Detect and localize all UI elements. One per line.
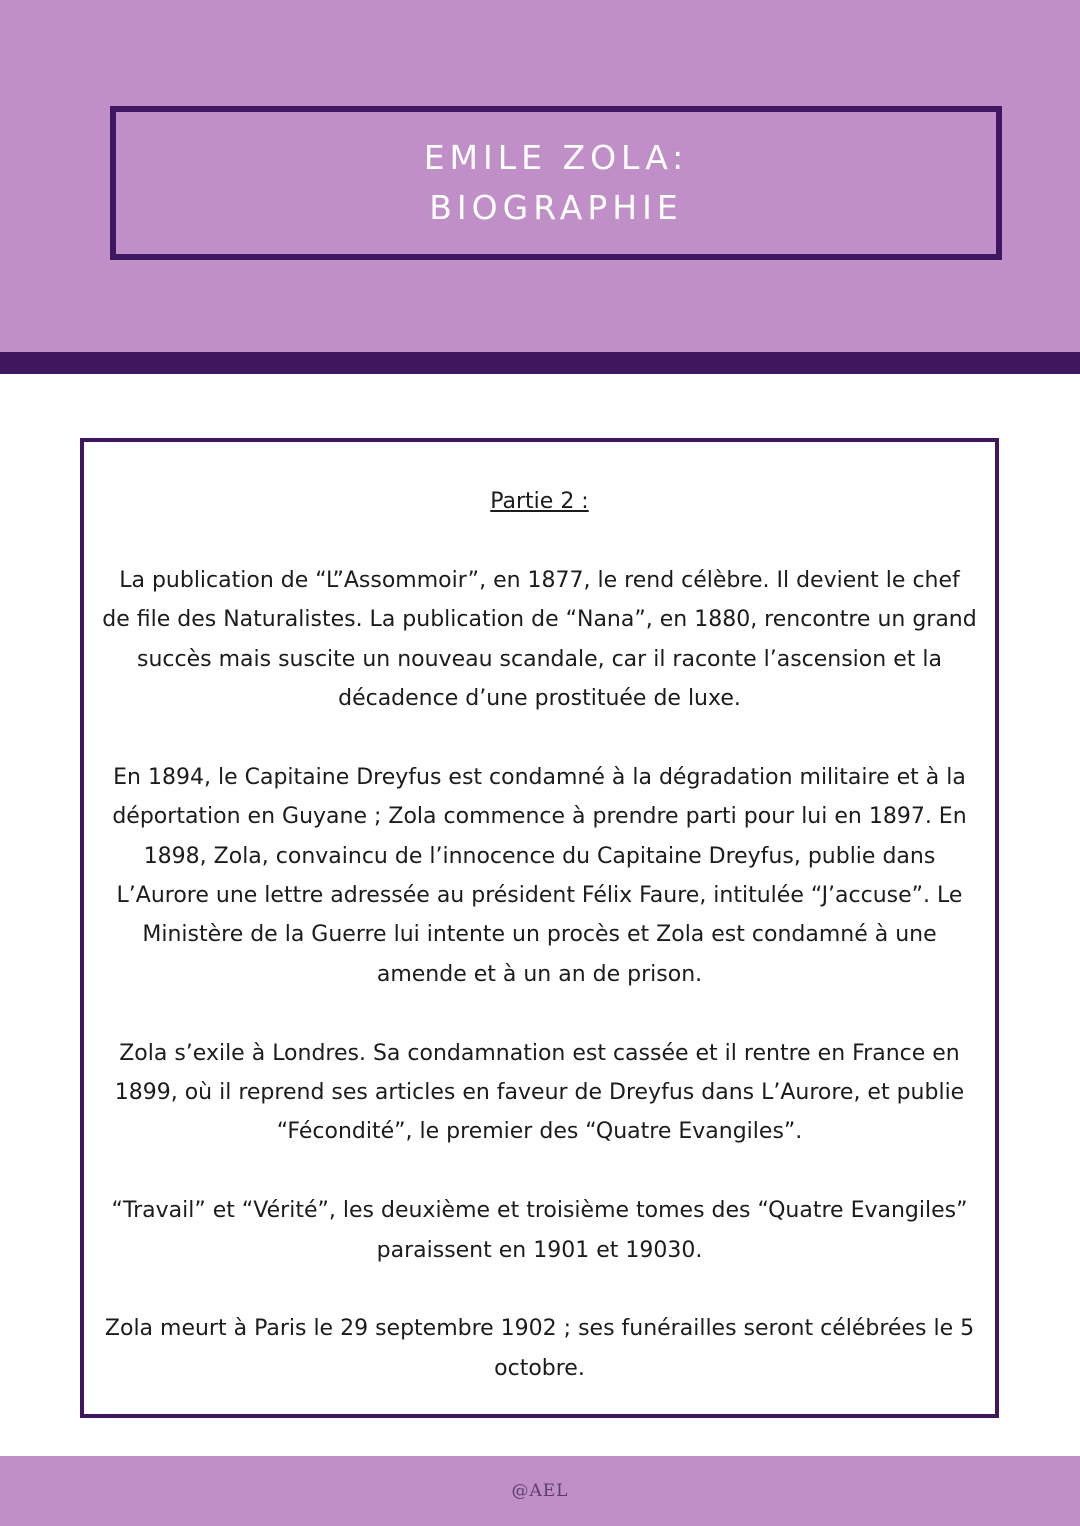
footer-credit: @AEL xyxy=(511,1481,569,1501)
header-divider-bar xyxy=(0,352,1080,374)
paragraph-death: Zola meurt à Paris le 29 septembre 1902 ; ses funérailles seront célébrées le 5 octobre. xyxy=(104,1316,975,1381)
content-box xyxy=(80,438,999,1418)
title-box xyxy=(110,106,1002,260)
section-heading: Partie 2 : xyxy=(490,489,589,514)
paragraph-dreyfus: En 1894, le Capitaine Dreyfus est condamné à la dégradation militaire et à la déportation en Guyane ; Zola commence à prendre parti pour lui en 1897. En 1898, Zola, convaincu de l’innocence du Capitaine Dreyfus, publie dans L’Aurore une lettre adressée au président Félix Faure, intitulée “J’accuse”. Le Ministère de la Guerre lui intente un procès et Zola est condamné à une amende et à un an de prison. xyxy=(112,764,967,987)
footer-banner xyxy=(0,1456,1080,1526)
paragraph-exile: Zola s’exile à Londres. Sa condamnation est cassée et il rentre en France en 1899, où il reprend ses articles en faveur de Dreyfus dans L’Aurore, et publie “Fécondité”, le premier des “Quatre Evangiles”. xyxy=(114,1040,965,1145)
paragraph-publication: La publication de “L”Assommoir”, en 1877, le rend célèbre. Il devient le chef de file des Naturalistes. La publication de “Nana”, en 1880, rencontre un grand succès mais suscite un nouveau scandale, car il raconte l’ascension et la décadence d’une prostituée de luxe. xyxy=(102,567,977,712)
paragraph-evangiles: “Travail” et “Vérité”, les deuxième et troisième tomes des “Quatre Evangiles” paraissent en 1901 et 19030. xyxy=(111,1198,968,1263)
title-line-2: BIOGRAPHIE xyxy=(429,188,683,227)
title-line-1: EMILE ZOLA: xyxy=(423,138,689,177)
